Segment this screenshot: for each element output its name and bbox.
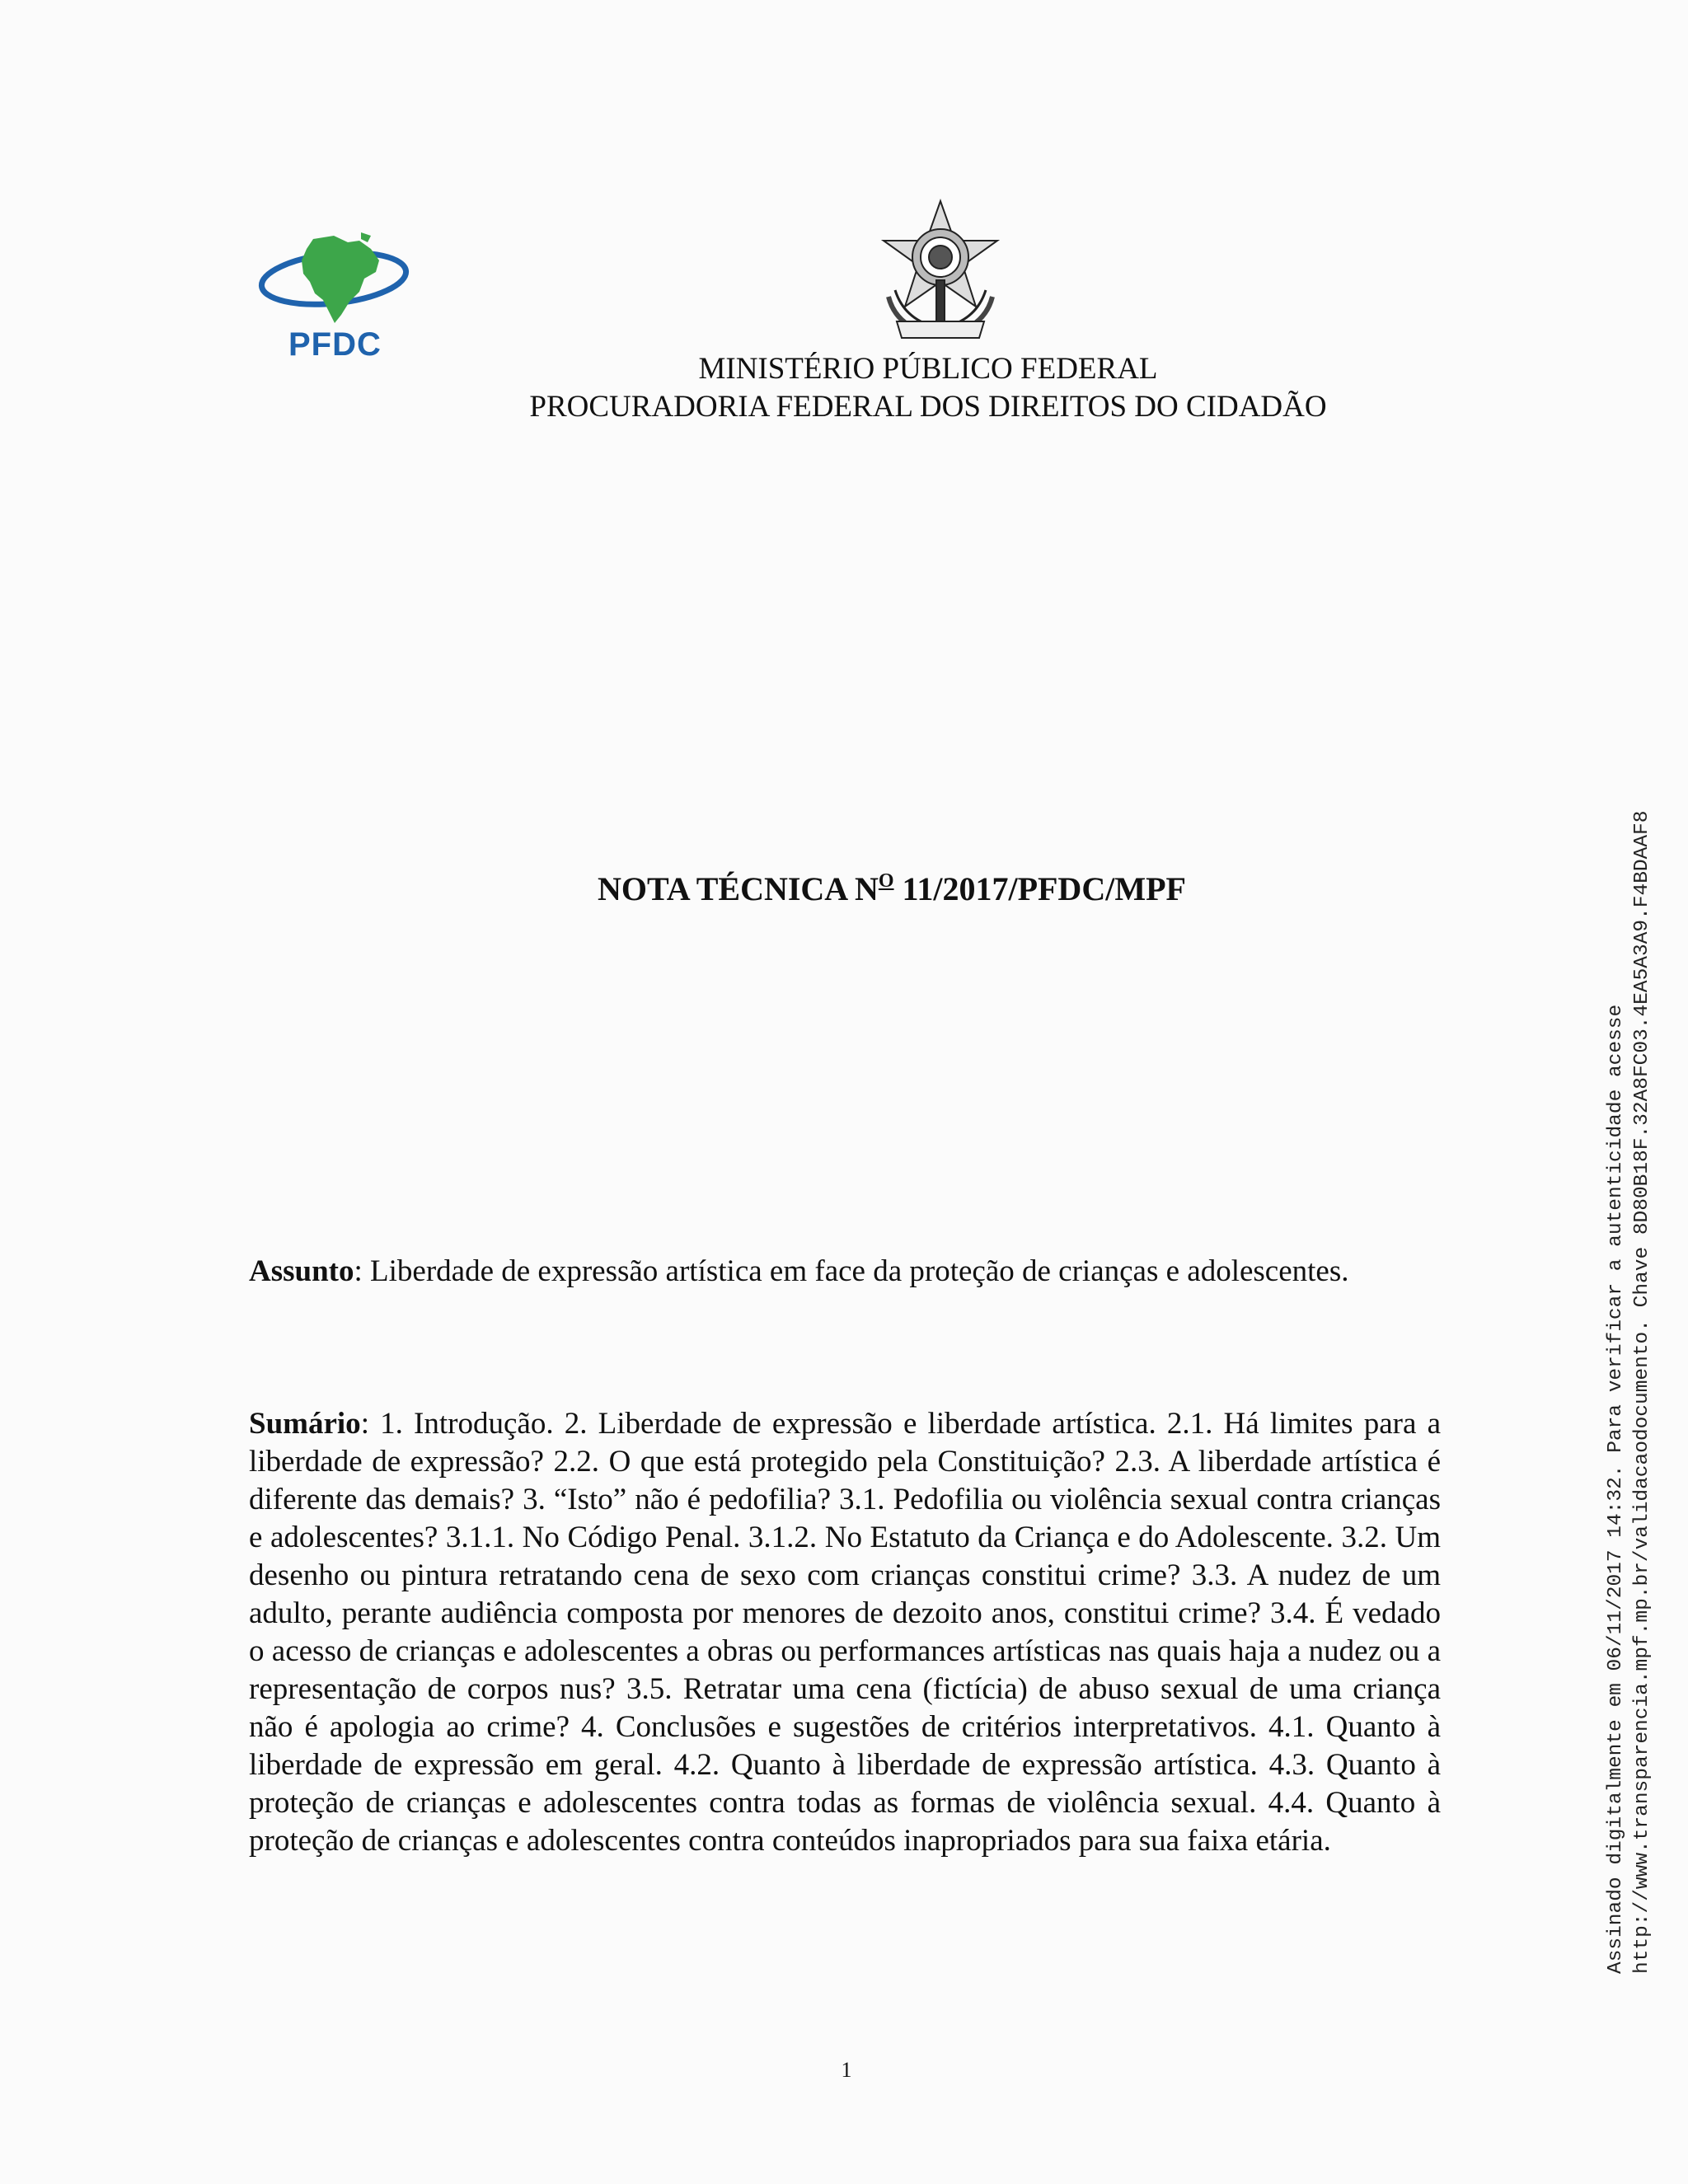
title-suffix: 11/2017/PFDC/MPF <box>893 870 1186 907</box>
pfdc-logo-text: PFDC <box>288 326 382 363</box>
assunto-text: : Liberdade de expressão artística em face da proteção de crianças e adolescentes. <box>354 1254 1349 1288</box>
signature-line-2: http://www.transparencia.mpf.mp.br/validacaodocumento. Chave 8D80B18F.32A8FC03.4EA5A3A9.F4BDAAF8 <box>1631 810 1653 1974</box>
assunto-label: Assunto <box>249 1254 354 1288</box>
coat-of-arms <box>872 198 1009 348</box>
header-procuradoria: PROCURADORIA FEDERAL DOS DIREITOS DO CIDADÃO <box>529 390 1327 424</box>
assunto-paragraph <box>249 1253 1441 1291</box>
document-title <box>0 869 1688 908</box>
sumario-paragraph <box>249 1405 1441 1860</box>
title-prefix: NOTA TÉCNICA N <box>598 870 879 907</box>
title-superscript: O <box>878 870 894 892</box>
signature-line-1: Assinado digitalmente em 06/11/2017 14:32. Para verificar a autenticidade acesse <box>1605 1004 1627 1974</box>
pfdc-logo <box>256 231 412 367</box>
page-number: 1 <box>841 2058 852 2082</box>
digital-signature-notice <box>1603 655 1669 1974</box>
sumario-text: : 1. Introdução. 2. Liberdade de expressão e liberdade artística. 2.1. Há limites para a liberdade de expressão? 2.2. O que está protegido pela Constituição? 2.3. A liberdade artística é diferente das demais? 3. “Isto” não é pedofilia? 3.1. Pedofilia ou violência sexual contra crianças e adolescentes? 3.1.1. No Código Penal. 3.1.2. No Estatuto da Criança e do Adolescente. 3.2. Um desenho ou pintura retratando cena de sexo com crianças constitui crime? 3.3. A nudez de um adulto, perante audiência composta por menores de dezoito anos, constitui crime? 3.4. É vedado o acesso de crianças e adolescentes a obras ou performances artísticas nas quais haja a nudez ou a representação de corpos nus? 3.5. Retratar uma cena (fictícia) de abuso sexual de uma criança não é apologia ao crime? 4. Conclusões e sugestões de critérios interpretativos. 4.1. Quanto à liberdade de expressão em geral. 4.2. Quanto à liberdade de expressão artística. 4.3. Quanto à proteção de crianças e adolescentes contra todas as formas de violência sexual. 4.4. Quanto à proteção de crianças e adolescentes contra conteúdos inapropriados para sua faixa etária. <box>249 1407 1441 1858</box>
sumario-label: Sumário <box>249 1407 361 1441</box>
brazil-map-icon <box>256 231 412 330</box>
header-ministerio: MINISTÉRIO PÚBLICO FEDERAL <box>698 352 1158 386</box>
brazil-coat-of-arms-icon <box>872 198 1009 348</box>
